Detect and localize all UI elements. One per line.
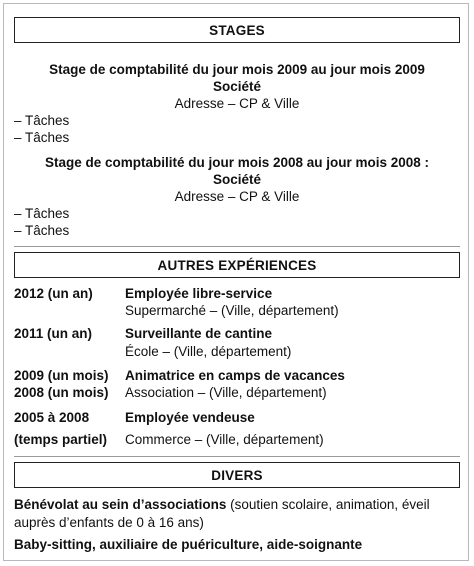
experience-1-title: Employée libre-service (125, 286, 273, 301)
internship-1-task: – Tâches (14, 113, 70, 128)
experience-4-years: 2005 à 2008 (14, 410, 90, 425)
internship-2-task: – Tâches (14, 223, 70, 238)
experiences-heading: AUTRES EXPÉRIENCES (14, 252, 460, 278)
experience-4-place: Commerce – (Ville, département) (125, 432, 324, 447)
experience-2-title: Surveillante de cantine (125, 326, 273, 341)
internship-2-address: Adresse – CP & Ville (174, 189, 300, 204)
experience-4-title: Employée vendeuse (125, 410, 255, 425)
experience-2-place: École – (Ville, département) (125, 344, 292, 359)
volunteer-text (14, 496, 464, 532)
stages-heading: STAGES (14, 17, 460, 43)
experience-2-years: 2011 (un an) (14, 326, 93, 341)
internship-1-task: – Tâches (14, 130, 70, 145)
babysitting-text: Baby-sitting, auxiliaire de puériculture, aide-soignante (14, 537, 363, 552)
internship-2-task: – Tâches (14, 206, 70, 221)
divers-heading: DIVERS (14, 462, 460, 488)
section-divider (14, 246, 460, 247)
section-divider (14, 456, 460, 457)
experience-3-years: 2008 (un mois) (14, 385, 109, 400)
cv-page (3, 3, 469, 561)
internship-1-address: Adresse – CP & Ville (174, 96, 300, 111)
internship-1-company: Société (212, 79, 262, 94)
internship-1-title: Stage de comptabilité du jour mois 2009 au jour mois 2009 (49, 62, 425, 77)
experience-1-place: Supermarché – (Ville, département) (125, 303, 339, 318)
experience-3-years: 2009 (un mois) (14, 368, 109, 383)
experience-3-title: Animatrice en camps de vacances (125, 368, 345, 383)
experience-1-years: 2012 (un an) (14, 286, 93, 301)
volunteer-label: Bénévolat au sein d’associations (14, 497, 227, 512)
experience-3-place: Association – (Ville, département) (125, 385, 327, 400)
internship-2-company: Société (212, 172, 262, 187)
experience-4-years: (temps partiel) (14, 432, 108, 447)
internship-2-title: Stage de comptabilité du jour mois 2008 au jour mois 2008 : (44, 155, 430, 170)
volunteer-details: (soutien scolaire, animation, éveil auprès d’enfants de 0 à 16 ans) (14, 497, 430, 530)
